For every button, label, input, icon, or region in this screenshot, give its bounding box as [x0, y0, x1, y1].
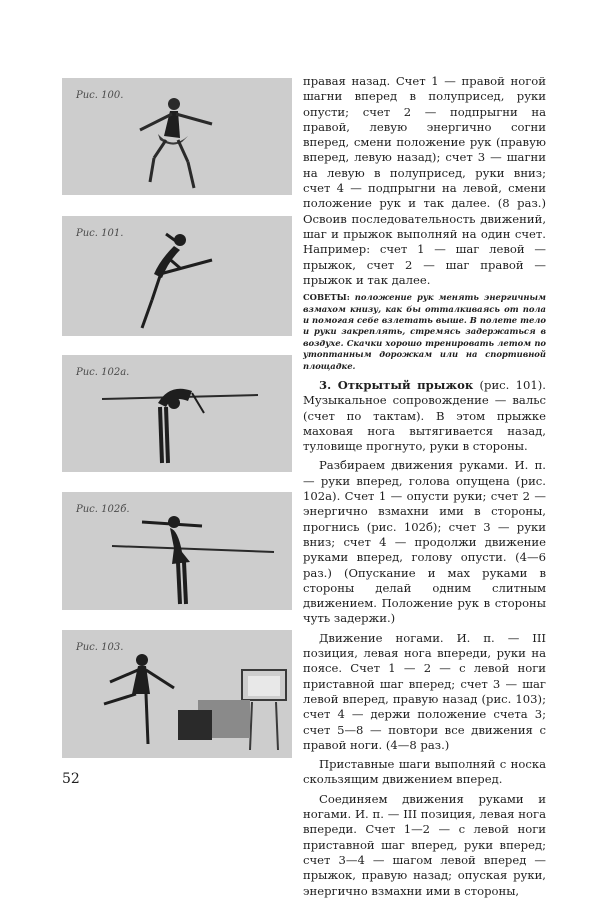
figure-101	[62, 216, 292, 336]
tips-label: СОВЕТЫ:	[303, 292, 350, 303]
paragraph: Движение ногами. И. п. — III позиция, левая нога впереди, руки на поясе. Счет 1 — 2 — с левой ноги приставной шаг вперед; счет 3 — шаг левой вперед, правую назад (рис. 103); счет 4 — держи положение счета 3; счет 5—8 — повтори все движения с правой ноги. (4—8 раз.)	[303, 630, 546, 752]
paragraph: правая назад. Счет 1 — правой ногой шагни вперед в полуприсед, руки опусти; счет 2 — подпрыгни на правой, левую энергично согни вперед, смени положение рук (правую вперед, левую назад); счет 3 — шагни на левую в полуприсед, руки вниз; счет 4 — подпрыгни на левой, смени положение рук и так далее. (8 раз.) Освоив последовательность движений, шаг и прыжок выполняй на один счет. Например: счет 1 — шаг левой — прыжок, счет 2 — шаг правой — прыжок и так далее.	[303, 74, 546, 287]
tips-body: положение рук менять энергичным взмахом книзу, как бы отталкиваясь от пола и помогая себе взлетать выше. В полете тело и руки закреплять, стремясь задержаться в воздухе. Скачки хорошо тренировать летом по утоптанным дорожкам или на спортивной площадке.	[303, 292, 546, 371]
figure-caption: Рис. 102а.	[76, 367, 130, 378]
tips-paragraph	[303, 292, 546, 372]
figure-caption: Рис. 100.	[76, 90, 124, 101]
figure-103	[62, 630, 292, 758]
page-number: 52	[62, 771, 80, 787]
figure-caption: Рис. 103.	[76, 642, 124, 653]
figure-caption: Рис. 101.	[76, 228, 124, 239]
section-intro: (рис. 101). Музыкальное сопровождение — вальс (счет по тактам). В этом прыжке маховая нога вытягивается назад, туловище прогнуто, руки в стороны.	[303, 378, 546, 454]
figure-caption: Рис. 102б.	[76, 504, 130, 515]
figure-102b	[62, 492, 292, 610]
figure-100	[62, 78, 292, 195]
paragraph: Разбираем движения руками. И. п. — руки вперед, голова опущена (рис. 102а). Счет 1 — опусти руки; счет 2 — энергично взмахни ими в стороны, прогнись (рис. 102б); счет 3 — руки вниз; счет 4 — продолжи движение руками вперед, голову опусти. (4—6 раз.) (Опускание и мах руками в стороны делай одним слитным движением. Положение рук в стороны чуть задержи.)	[303, 458, 546, 626]
paragraph: Приставные шаги выполняй с носка скользящим движением вперед.	[303, 757, 546, 787]
text-column	[303, 74, 546, 903]
section-paragraph	[303, 378, 546, 454]
paragraph: Соединяем движения руками и ногами. И. п. — III позиция, левая нога впереди. Счет 1—2 — с левой ноги приставной шаг вперед, руки вперед; счет 3—4 — шагом левой вперед — прыжок, правую назад; опуская руки, энергично взмахни ими в стороны,	[303, 791, 546, 898]
section-heading: 3. Открытый прыжок	[319, 378, 474, 392]
figure-102a	[62, 355, 292, 472]
